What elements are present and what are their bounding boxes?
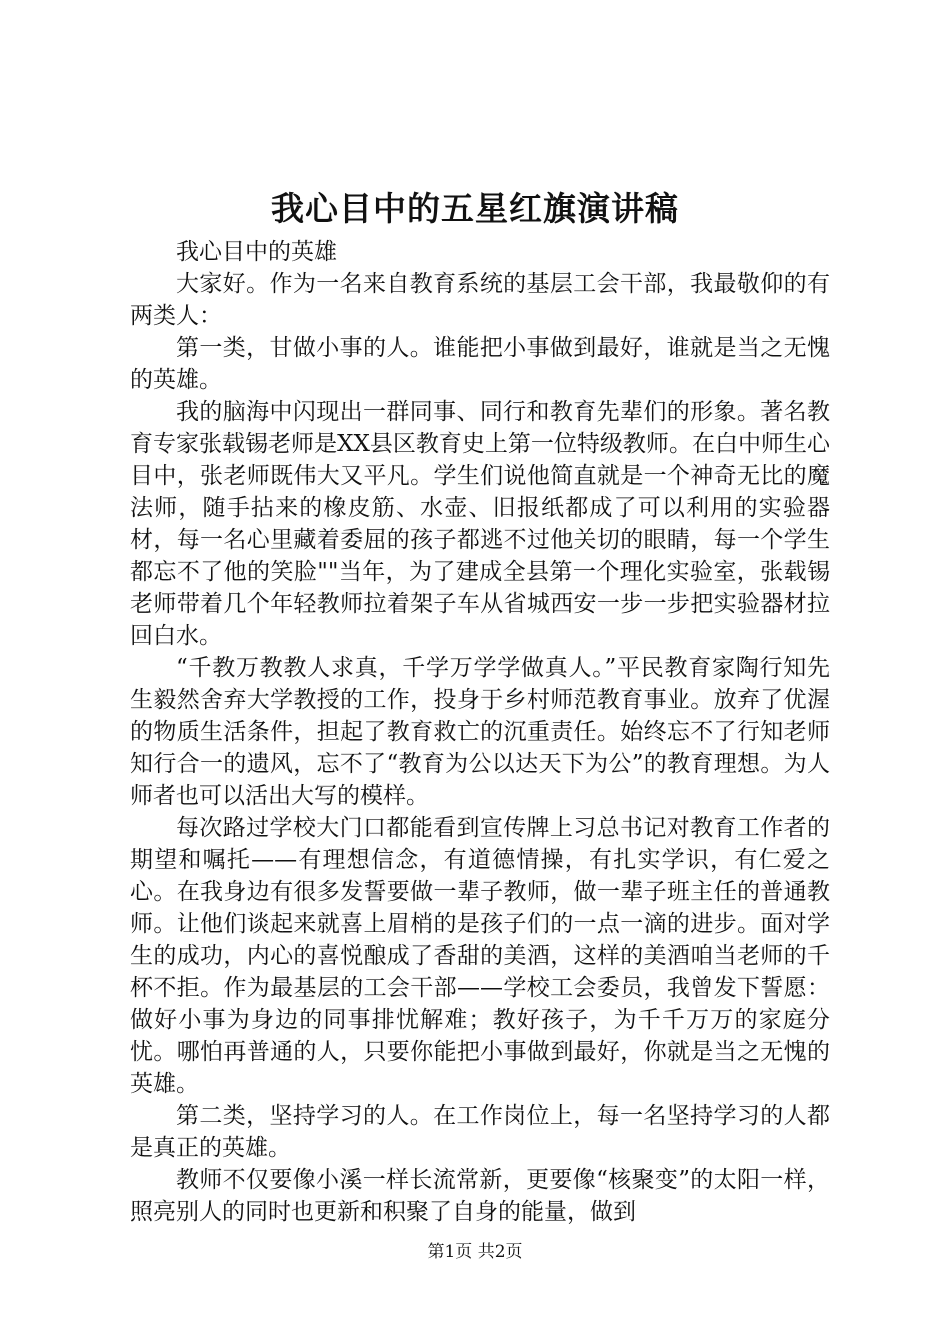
paragraph: “千教万教教人求真，千学万学学做真人。”平民教育家陶行知先生毅然舍弃大学教授的工作，投身于乡村师范教育事业。放弃了优渥的物质生活条件，担起了教育救亡的沉重责任。始终忘不了行知老师知行合一的遗风，忘不了“教育为公以达天下为公”的教育理想。为人师者也可以活出大写的模样。: [130, 655, 830, 809]
document-title: 我心目中的五星红旗演讲稿: [271, 189, 679, 228]
paragraph: 每次路过学校大门口都能看到宣传牌上习总书记对教育工作者的期望和嘱托——有理想信念，有道德情操，有扎实学识，有仁爱之心。在我身边有很多发誓要做一辈子教师，做一辈子班主任的普通教师。让他们谈起来就喜上眉梢的是孩子们的一点一滴的进步。面对学生的成功，内心的喜悦酿成了香甜的美酒，这样的美酒咱当老师的千杯不拒。作为最基层的工会干部——学校工会委员，我曾发下誓愿：做好小事为身边的同事排忧解难；教好孩子，为千千万万的家庭分忧。哪怕再普通的人，只要你能把小事做到最好，你就是当之无愧的英雄。: [130, 815, 830, 1097]
paragraph: 教师不仅要像小溪一样长流常新，更要像“核聚变”的太阳一样，照亮别人的同时也更新和积聚了自身的能量，做到: [130, 1167, 830, 1225]
paragraph-subtitle: 我心目中的英雄: [176, 239, 337, 265]
paragraph: 第二类，坚持学习的人。在工作岗位上，每一名坚持学习的人都是真正的英雄。: [130, 1103, 830, 1161]
paragraph: 我的脑海中闪现出一群同事、同行和教育先辈们的形象。著名教育专家张载锡老师是XX县区教育史上第一位特级教师。在白中师生心目中，张老师既伟大又平凡。学生们说他简直就是一个神奇无比的魔法师，随手拈来的橡皮筋、水壶、旧报纸都成了可以利用的实验器材，每一名心里藏着委屈的孩子都逃不过他关切的眼睛，每一个学生都忘不了他的笑脸""当年，为了建成全县第一个理化实验室，张载锡老师带着几个年轻教师拉着架子车从省城西安一步一步把实验器材拉回白水。: [130, 399, 830, 649]
paragraph: 大家好。作为一名来自教育系统的基层工会干部，我最敬仰的有两类人：: [130, 271, 830, 329]
document-body: [130, 236, 830, 1228]
page-footer: 第1页 共2页: [427, 1242, 523, 1262]
paragraph: 第一类，甘做小事的人。谁能把小事做到最好，谁就是当之无愧的英雄。: [130, 335, 830, 393]
